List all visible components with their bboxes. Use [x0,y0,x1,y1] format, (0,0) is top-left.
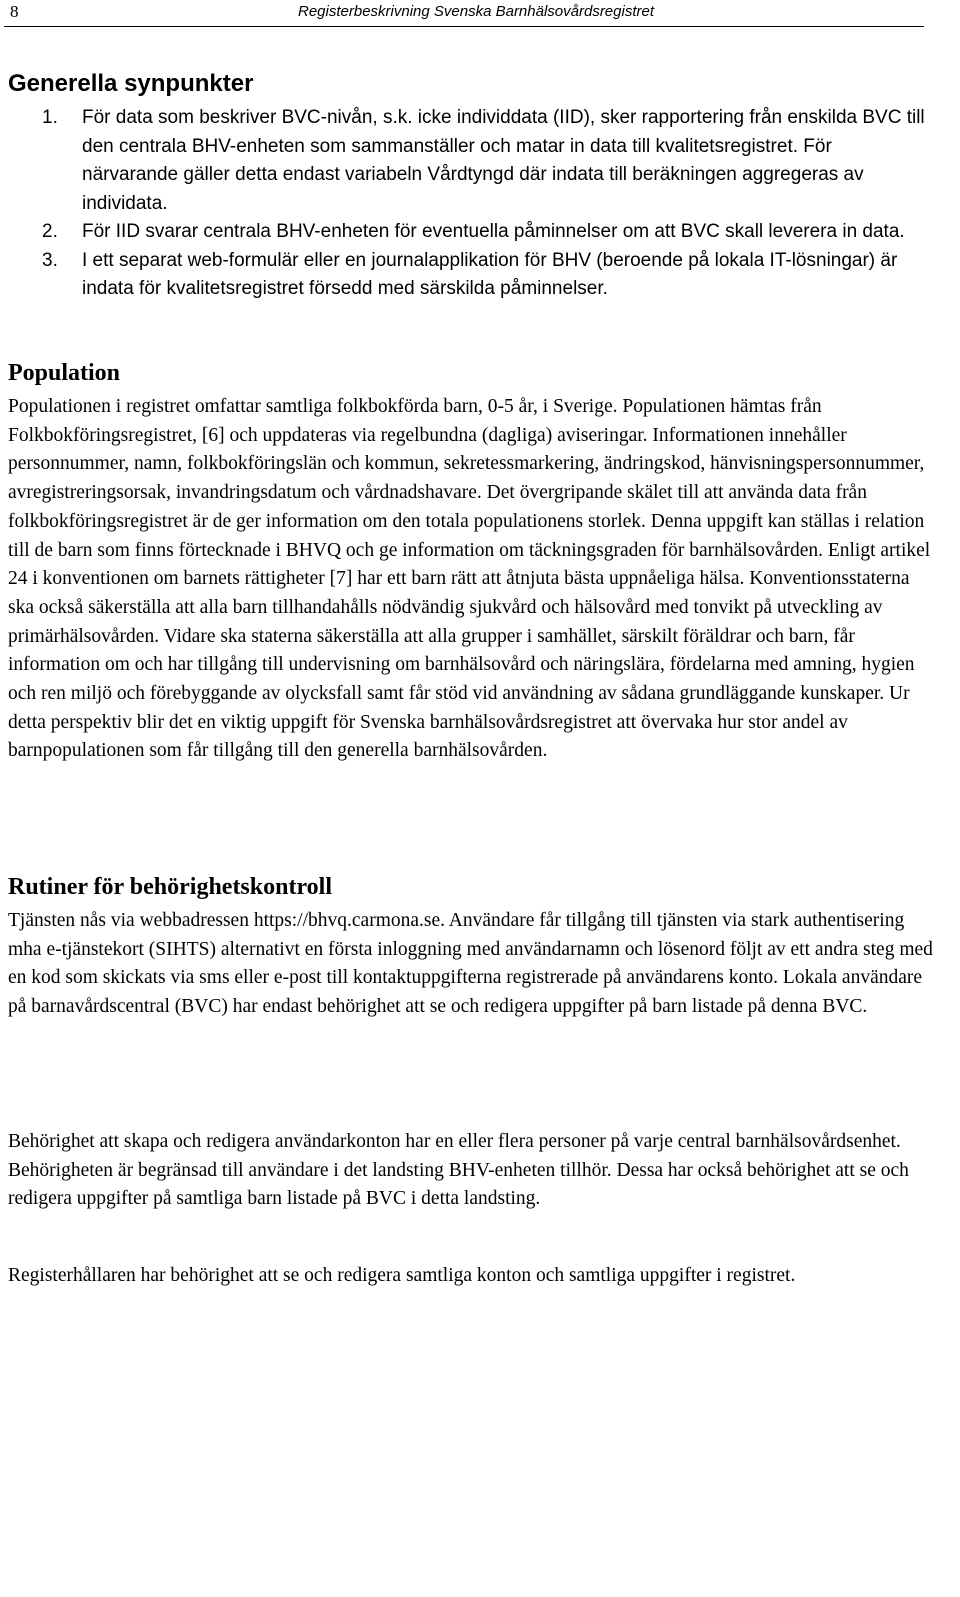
list-item-text: För IID svarar centrala BHV-enheten för eventuella påminnelser om att BVC skall leverera in data. [82,221,905,242]
population-paragraph: Populationen i registret omfattar samtliga folkbokförda barn, 0-5 år, i Sverige. Populationen hämtas från Folkbokföringsregistret, [6] och uppdateras via regelbundna (dagliga) aviseringar. Informationen innehåller personnummer, namn, folkbokföringslän och kommun, sekretessmarkering, ändringskod, hänvisningspersonnummer, avregistreringsorsak, invandringsdatum och vårdnadshavare. Det övergripande skälet till att använda data från folkbokföringsregistret är de ger information om den totala populationens storlek. Denna uppgift kan ställas i relation till de barn som finns förtecknade i BHVQ och ge information om täckningsgraden för barnhälsovården. Enligt artikel 24 i konventionen om barnets rättigheter [7] har ett barn rätt att åtnjuta bästa uppnåeliga hälsa. Konventionsstaterna ska också säkerställa att alla barn tillhandahålls nödvändig sjukvård och hälsovård med tonvikt på utveckling av primärhälsovården. Vidare ska staterna säkerställa att alla grupper i samhället, särskilt föräldrar och barn, får information om och har tillgång till undervisning om barnhälsovård och näringslära, fördelarna med amning, hygien och ren miljö och förebyggande av olycksfall samt får stöd vid användning av sådana grundläggande kunskaper. Ur detta perspektiv blir det en viktig uppgift för Svenska barnhälsovårdsregistret att övervaka hur stor andel av barnpopulationen som får tillgång till den generella barnhälsovården. [8,396,931,762]
section-heading-general: Generella synpunkter [8,70,254,97]
access-paragraph-2: Behörighet att skapa och redigera användarkonton har en eller flera personer på varje central barnhälsovårdsenhet. Behörigheten är begränsad till användare i det landsting BHV-enheten tillhör. Dessa har också behörighet att se och redigera uppgifter på samtliga barn listade på BVC i detta landsting. [8,1131,909,1210]
general-list [8,104,928,304]
list-item-text: I ett separat web-formulär eller en journalapplikation för BHV (beroende på lokala IT-lösningar) är indata för kvalitetsregistret försedd med särskilda påminnelser. [82,249,898,299]
section-heading-access-control: Rutiner för behörighetskontroll [8,874,333,900]
access-paragraph-3: Registerhållaren har behörighet att se och redigera samtliga konton och samtliga uppgifter i registret. [8,1265,796,1286]
list-item [8,247,928,304]
running-title: Registerbeskrivning Svenska Barnhälsovårdsregistret [298,3,655,20]
list-item-text: För data som beskriver BVC-nivån, s.k. icke individdata (IID), sker rapportering från enskilda BVC till den centrala BHV-enheten som sammanställer och matar in data till kvalitetsregistret. För närvarande gäller detta endast variabeln Vårdtyngd där indata till beräkningen aggregeras av individata. [82,107,925,214]
section-heading-population: Population [8,360,121,386]
list-item [8,218,928,247]
list-item [8,104,928,218]
list-item-number: 2. [42,221,58,242]
page-header [4,0,924,27]
access-paragraph-1: Tjänsten nås via webbadressen https://bhvq.carmona.se. Användare får tillgång till tjänsten via stark authentisering mha e-tjänstekort (SIHTS) alternativt en första inloggning med användarnamn och lösenord följt av ett andra steg med en kod som skickats via sms eller e-post till kontaktuppgifterna registrerade på användarens konto. Lokala användare på barnavårdscentral (BVC) har endast behörighet att se och redigera uppgifter på barn listade på denna BVC. [8,910,933,1018]
list-item-number: 3. [42,249,58,271]
page-number: 8 [10,2,19,21]
list-item-number: 1. [42,107,58,128]
